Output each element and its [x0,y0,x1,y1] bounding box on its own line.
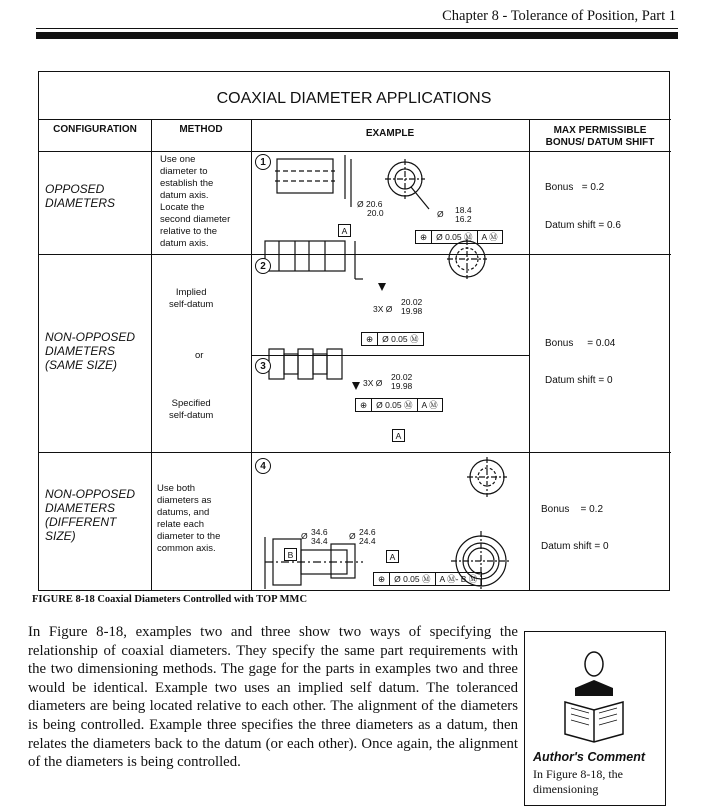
fcf-tolerance: Ø 0.05 Ⓜ [371,399,416,411]
ex1-dimension-b [437,205,472,224]
shift-row-2 [545,375,613,386]
method-line: common axis. [157,543,216,554]
method-line: second diameter [160,214,231,225]
shift-label: Datum shift [545,375,596,386]
fcf-datum: A Ⓜ [417,399,442,411]
config-line: SIZE) [45,529,76,543]
method-row-3 [157,483,220,555]
method-line: self-datum [169,410,214,421]
config-non-opposed-same [45,330,135,372]
bonus-value: = 0.2 [580,504,604,515]
header-max-permissible: MAX PERMISSIBLE [553,125,647,136]
config-line: DIAMETERS [45,501,116,515]
position-symbol-icon: ⊕ [378,573,386,584]
shift-row-1 [545,220,621,231]
method-specified [169,398,213,422]
fcf-tolerance: Ø 0.05 Ⓜ [389,573,434,585]
reading-person-icon [561,648,627,744]
config-line: DIAMETERS [45,196,116,210]
ex2-feature-control-frame [361,332,424,346]
method-line: diameter to the [157,531,221,542]
ex2-part [265,241,345,271]
ex3-datum-a: A [392,429,405,442]
ex3-dimension [363,372,413,391]
shift-row-3 [541,541,609,552]
ex2-segment [313,354,327,374]
method-line: relate each [157,519,205,530]
config-line: OPPOSED [45,182,105,196]
ex4-datum-b: B [284,548,297,561]
author-comment-title: Author's Comment [533,750,645,764]
ex1-datum-a: A [338,224,351,237]
ex3-datum-triangle [352,382,360,390]
ex1-part-outline [277,159,333,193]
dim-line: 3X Ø [363,378,383,388]
fcf-tolerance: Ø 0.05 Ⓜ [431,231,476,243]
shift-value: = 0 [598,375,613,386]
method-line: diameters as [157,495,212,506]
header-rule [36,32,678,39]
table-top-rule [39,119,671,120]
ex4-feature-control-frame [373,572,482,586]
method-line: datum axis. [160,238,209,249]
ex2-segment [298,349,313,379]
bonus-label: Bonus [541,504,570,515]
config-line: DIAMETERS [45,344,116,358]
shift-value: = 0 [594,541,609,552]
bonus-row-2 [545,338,615,349]
header-rule-thin [36,28,678,29]
position-symbol-icon: ⊕ [420,231,428,242]
example-number-1: 1 [255,154,271,170]
ex2-segment [284,354,298,374]
fcf-tolerance: Ø 0.05 Ⓜ [377,333,422,345]
config-non-opposed-different [45,487,135,543]
figure-8-18 [38,71,670,591]
config-opposed [45,182,115,210]
method-line: Specified [171,398,211,409]
shift-label: Datum shift [541,541,592,552]
method-line: relative to the [160,226,218,237]
ex2-segment [327,349,342,379]
shift-value: = 0.6 [598,220,621,231]
figure-caption: FIGURE 8-18 Coaxial Diameters Controlled with TOP MMC [32,594,308,605]
method-line: Use both [157,483,196,494]
ex4-dimension-a [301,527,328,546]
method-line: datum axis. [160,190,209,201]
dim-line: Ø [301,531,308,541]
dim-line: Ø [349,531,356,541]
dim-line: 20.02 [391,372,413,382]
ex1-dimension-a [357,200,384,218]
dim-line: 34.4 [311,536,328,546]
dim-line: Ø 20.6 [357,199,383,209]
bonus-value: = 0.04 [587,338,616,349]
method-line: Locate the [160,202,205,213]
dim-line: 3X Ø [373,304,393,314]
dim-line: 20.02 [401,297,423,307]
ex4-dimension-b [349,527,376,546]
dim-line: Ø [437,209,444,219]
method-line: Implied [175,287,207,298]
method-line: establish the [160,178,214,189]
header-bonus-shift: BONUS/ DATUM SHIFT [545,137,655,148]
running-head: Chapter 8 - Tolerance of Position, Part 1 [442,8,676,24]
config-line: NON-OPPOSED [45,487,136,501]
config-line: (DIFFERENT [45,515,117,529]
method-line: diameter to [160,166,208,177]
dim-line: 34.6 [311,527,328,537]
method-or: or [195,350,204,361]
method-row-1 [160,154,230,250]
dim-line: 18.4 [455,205,472,215]
ex2-segment [269,349,284,379]
position-symbol-icon: ⊕ [366,333,374,344]
bonus-row-3 [541,504,603,515]
method-line: datums, and [157,507,210,518]
author-comment-box [524,631,666,806]
example-number-2: 2 [255,258,271,274]
method-line: Use one [160,154,196,165]
dim-line: 16.2 [455,214,472,224]
author-comment-text: In Figure 8-18, the dimensioning [533,767,623,796]
bonus-label: Bonus [545,182,574,193]
ex1-datum-triangle [378,283,386,291]
body-paragraph: In Figure 8-18, examples two and three show two ways of specifying the relationship of coaxial diameters. They specify the same part requirements with the two dimensioning methods. The gage for the parts in examples two and three would be identical. Example two uses an implied self datum. The toleranced diameters are being located relative to each other. The alignment of the diameters is being controlled. Example three specifies the three diameters as a datum, then relates the diameters back to the datum (or each other). Once again, the alignment of the diameters is being controlled. [28,624,518,771]
header-example: EXAMPLE [365,128,415,139]
bonus-label: Bonus [545,338,574,349]
ex1-feature-control-frame [415,230,503,244]
fcf-datum: A Ⓜ- B Ⓜ [435,573,482,585]
col-divider-3 [529,119,530,590]
example-number-3: 3 [255,358,271,374]
dim-line: 24.6 [359,527,376,537]
ex4-datum-a: A [386,550,399,563]
dim-line: 20.0 [367,208,384,218]
method-implied [169,287,213,311]
fcf-datum: A Ⓜ [477,231,502,243]
position-symbol-icon: ⊕ [360,399,368,410]
ex1-leader [411,187,429,209]
config-line: NON-OPPOSED [45,330,136,344]
shift-label: Datum shift [545,220,596,231]
ex2-dimension [373,297,423,316]
dim-line: 19.98 [401,306,423,316]
header-method: METHOD [179,124,223,135]
header-configuration: CONFIGURATION [53,124,137,135]
ex4-small-diameter [331,544,355,578]
method-line: self-datum [169,299,214,310]
bonus-value: = 0.2 [581,182,605,193]
bonus-row-1 [545,182,604,193]
dim-line: 24.4 [359,536,376,546]
col-divider-1 [151,119,152,590]
example-number-4: 4 [255,458,271,474]
figure-title: COAXIAL DIAMETER APPLICATIONS [216,90,492,107]
ex3-feature-control-frame [355,398,443,412]
dim-line: 19.98 [391,381,413,391]
config-line: (SAME SIZE) [45,358,118,372]
